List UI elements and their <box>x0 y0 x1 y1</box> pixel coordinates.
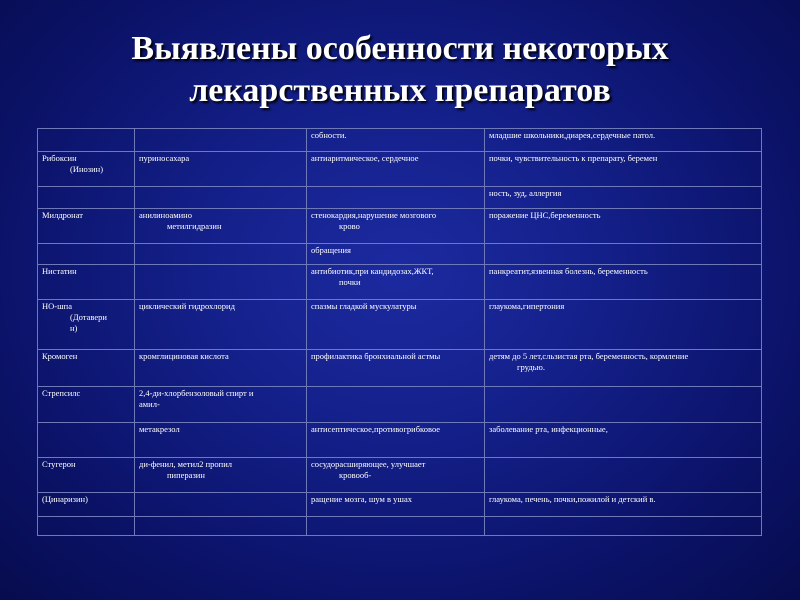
table-cell <box>38 300 135 350</box>
cell-text: ди-фенил, метил2 пропил <box>139 459 232 470</box>
cell-text: Нистатин <box>42 265 77 276</box>
cell-text: метакрезол <box>139 423 180 434</box>
cell-text: собности. <box>311 130 347 140</box>
cell-text: профилактика бронхиальной астмы <box>311 351 441 362</box>
table-cell <box>135 422 307 457</box>
cell-text: амил- <box>139 399 160 410</box>
table-cell <box>38 208 135 243</box>
cell-text: антибиотик,при кандидозах,ЖКТ, <box>311 265 434 276</box>
cell-text: антиаритмическое, сердечное <box>311 152 419 163</box>
cell-text: заболевание рта, инфекционные, <box>489 423 608 434</box>
cell-text: младшие школьники,диарея,сердечные патол. <box>489 130 656 140</box>
table-cell <box>38 244 135 265</box>
cell-text: пуриносахара <box>139 152 190 163</box>
table-cell <box>38 187 135 209</box>
table-cell <box>38 264 135 299</box>
table-cell <box>307 264 485 299</box>
cell-text: грудью. <box>517 362 546 373</box>
cell-text: поражение ЦНС,беременность <box>489 209 601 220</box>
table-cell <box>135 208 307 243</box>
cell-text: НО-шпа <box>42 301 72 312</box>
drug-table <box>37 128 762 536</box>
table-row <box>38 129 762 152</box>
cell-text: Милдронат <box>42 209 83 220</box>
table-row <box>38 458 762 493</box>
table-cell <box>135 151 307 186</box>
table-cell <box>485 387 762 422</box>
table-cell <box>307 350 485 387</box>
slide-title <box>0 28 800 112</box>
table-cell <box>38 387 135 422</box>
table-cell <box>307 187 485 209</box>
cell-text: обращения <box>311 245 351 256</box>
table-cell <box>485 300 762 350</box>
table-cell <box>135 517 307 536</box>
cell-text: сосудорасширяющее, улучшает <box>311 459 426 470</box>
table-cell <box>307 300 485 350</box>
table-cell <box>135 350 307 387</box>
cell-text: глаукома, печень, почки,пожилой и детский в. <box>489 494 656 505</box>
table-cell <box>38 422 135 457</box>
cell-text: Стугерон <box>42 459 76 470</box>
table-cell <box>485 458 762 493</box>
table-cell <box>135 187 307 209</box>
slide-title-line-1: Выявлены особенности некоторых <box>131 30 669 67</box>
cell-text: почки, чувствительность к препарату, беремен <box>489 152 658 163</box>
table-row <box>38 151 762 186</box>
table-cell <box>135 458 307 493</box>
table-row <box>38 387 762 422</box>
table-cell <box>307 151 485 186</box>
table-cell <box>485 244 762 265</box>
table-cell <box>307 129 485 152</box>
table-cell <box>135 129 307 152</box>
table-cell <box>38 517 135 536</box>
table-cell <box>485 264 762 299</box>
table-row <box>38 300 762 350</box>
table-cell <box>485 493 762 517</box>
table-cell <box>485 129 762 152</box>
cell-text: почки <box>339 276 361 287</box>
cell-text: (Дотавери <box>70 312 107 323</box>
table-row <box>38 350 762 387</box>
cell-text: глаукома,гипертония <box>489 301 565 312</box>
cell-text: (Цинаризин) <box>42 494 88 505</box>
cell-text: Кромоген <box>42 351 78 362</box>
table-cell <box>307 517 485 536</box>
table-cell <box>38 151 135 186</box>
cell-text: стенокардия,нарушение мозгового <box>311 209 437 220</box>
table-cell <box>135 244 307 265</box>
cell-text: ность, зуд, аллергия <box>489 188 562 199</box>
cell-text: крово <box>339 220 360 231</box>
cell-text: метилгидразин <box>167 220 222 231</box>
cell-text: кромглициновая кислота <box>139 351 229 362</box>
cell-text: пиперазин <box>167 470 205 481</box>
cell-text: циклический гидрохлорид <box>139 301 235 312</box>
table-cell <box>485 517 762 536</box>
table-cell <box>307 493 485 517</box>
table-cell <box>38 493 135 517</box>
table-cell <box>307 387 485 422</box>
table-row <box>38 493 762 517</box>
table-cell <box>135 300 307 350</box>
table-cell <box>485 350 762 387</box>
cell-text: анилиноамино <box>139 209 192 220</box>
cell-text: Стрепсилс <box>42 388 81 399</box>
cell-text: кровооб- <box>339 470 372 481</box>
cell-text: панкреатит,язвенная болезнь, беременность <box>489 265 648 276</box>
table-cell <box>307 244 485 265</box>
slide-title-line-2: лекарственных препаратов <box>189 72 611 109</box>
cell-text: н) <box>70 323 78 334</box>
table-row <box>38 422 762 457</box>
table-cell <box>135 387 307 422</box>
table-cell <box>38 129 135 152</box>
table-row <box>38 208 762 243</box>
cell-text: антисептическое,противогрибковое <box>311 423 441 434</box>
table-cell <box>307 458 485 493</box>
table-row <box>38 264 762 299</box>
table-row <box>38 517 762 536</box>
cell-text: (Инозин) <box>70 163 104 174</box>
table-cell <box>135 493 307 517</box>
table-cell <box>485 151 762 186</box>
table-cell <box>307 422 485 457</box>
table-row <box>38 187 762 209</box>
table-cell <box>485 422 762 457</box>
table-cell <box>485 208 762 243</box>
table-cell <box>135 264 307 299</box>
table-cell <box>307 208 485 243</box>
cell-text: 2,4-ди-хлорбензоловый спирт и <box>139 388 254 399</box>
table-cell <box>38 458 135 493</box>
cell-text: ращение мозга, шум в ушах <box>311 494 412 505</box>
table-cell <box>38 350 135 387</box>
table-cell <box>485 187 762 209</box>
table-row <box>38 244 762 265</box>
cell-text: детям до 5 лет,сльзистая рта, беременность, кормление <box>489 351 689 362</box>
cell-text: Рибоксин <box>42 152 77 163</box>
cell-text: спазмы гладкой мускулатуры <box>311 301 417 312</box>
